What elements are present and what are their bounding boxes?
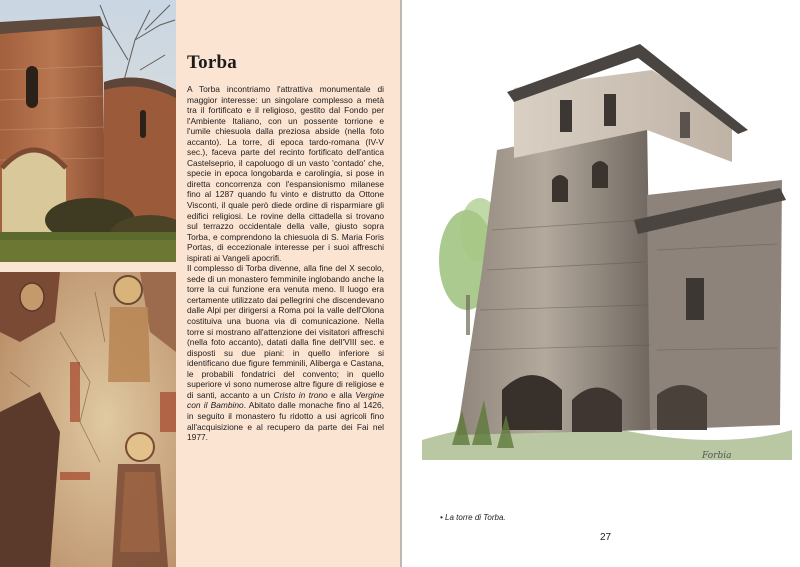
italic-cristo-in-trono: Cristo in trono [273,389,328,400]
paragraph-1: A Torba incontriamo l'attrattiva monumentale di maggior interesse: un singolare complesso a metà tra il fortificato e il religioso, gestito dal Fondo per l'Ambiente Italiano, con un possente torrione e l'umile chiesuola dalla preziosa abside (nella foto accanto). La torre, di epoca tardo-romana (IV-V sec.), faceva parte del recinto fortificato dell'antica Castelseprio, il capoluogo di un vasto 'contado' che, specie in epoca longobarda e carolingia, si pose in diretta concorrenza con l'espansionismo milanese fino al 1287 quando fu vinto e distrutto da Ottone Visconti, il quale però diede ordine di risparmiare gli edifici religiosi. Le rovine della cittadella si trovano sul terrazzo occidentale della valle, giusto sopra Torba, e comprendono la chiesuola di S. Maria Foris Portas, di eccezionale interesse per i suoi affreschi ispirati ai Vangeli apocrifi. [187,84,384,263]
article-column [187,52,384,443]
painting-caption: • La torre di Torba. [440,513,506,522]
painting-signature: Forbia [702,451,732,461]
church-apse-photo [0,0,176,262]
article-title: Torba [187,52,237,73]
italic-vergine: Vergine con il Bambino [187,389,384,411]
fresco-photo [0,272,176,567]
page-number: 27 [600,532,612,543]
tower-watercolor-painting [402,30,800,490]
paragraph-2: Il complesso di Torba divenne, alla fine del X secolo, sede di un monastero femminile inglobando anche la torre la cui funzione era venuta meno. Il luogo era certamente utilizzato dai pellegrini che discendevano dalle Alpi per dirigersi a Roma poi la valle dell'Olona costituiva una buona via di comunicazione. Nella torre si mostrano all'attenzione dei visitatori affreschi (nella foto accanto), datati dalla fine dell'VIII sec. e disposti su due piani: in quello inferiore si identificano due figure femminili, Aliberga e Castana, le probabili fondatrici del convento; in quello superiore vi sono numerose altre figure di religiose e di santi, accanto a un Cristo in trono e alla Vergine con il Bambino. Abitato dalle monache fino al 1426, in seguito il monastero fu ridotto a usi agricoli fino all'acquisizione e al recupero da parte dei Fai nel 1977. [187,263,385,443]
right-page [402,0,800,567]
